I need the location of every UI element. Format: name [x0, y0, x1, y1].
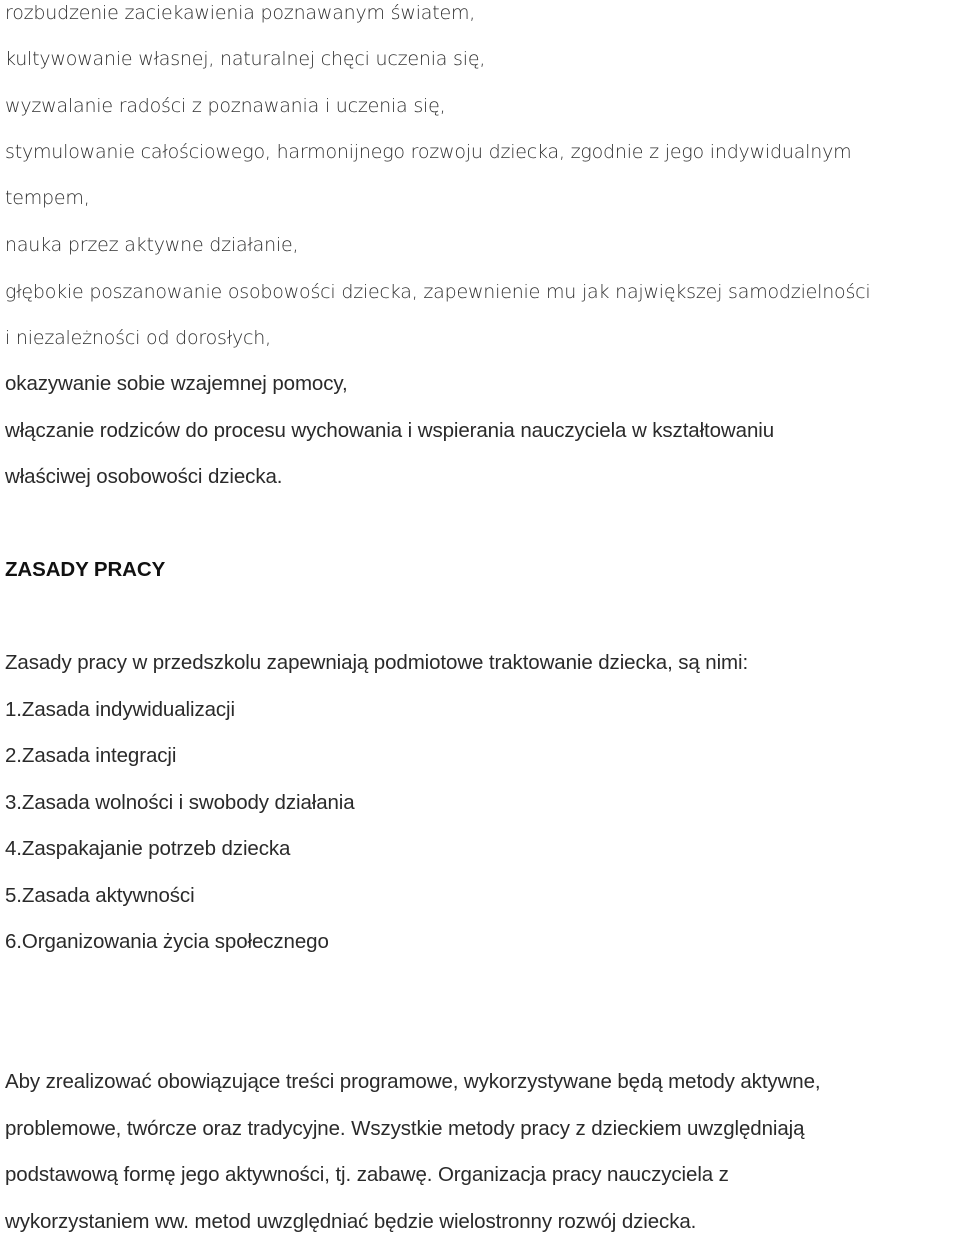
- list-item: 1.Zasada indywidualizacji: [5, 698, 235, 721]
- paragraph-line: podstawową formę jego aktywności, tj. zabawę. Organizacja pracy nauczyciela z: [5, 1163, 729, 1186]
- list-item: 6.Organizowania życia społecznego: [5, 930, 329, 953]
- intro-line: tempem,: [5, 187, 90, 209]
- intro-line: stymulowanie całościowego, harmonijnego rozwoju dziecka, zgodnie z jego indywidualnym: [5, 141, 852, 163]
- list-item: 5.Zasada aktywności: [5, 884, 195, 907]
- list-item: 3.Zasada wolności i swobody działania: [5, 791, 355, 814]
- intro-line: i niezależności od dorosłych,: [5, 327, 271, 349]
- list-item: 4.Zaspakajanie potrzeb dziecka: [5, 837, 291, 860]
- intro-line: wyzwalanie radości z poznawania i uczenia się,: [5, 95, 446, 117]
- intro-line: włączanie rodziców do procesu wychowania i wspierania nauczyciela w kształtowaniu: [5, 419, 774, 442]
- section-heading: ZASADY PRACY: [5, 558, 166, 581]
- paragraph-line: Aby zrealizować obowiązujące treści programowe, wykorzystywane będą metody aktywne,: [5, 1070, 821, 1093]
- paragraph-line: wykorzystaniem ww. metod uwzględniać będzie wielostronny rozwój dziecka.: [5, 1210, 697, 1233]
- intro-line: rozbudzenie zaciekawienia poznawanym światem,: [5, 2, 476, 24]
- intro-line: kultywowanie własnej, naturalnej chęci uczenia się,: [5, 48, 486, 70]
- paragraph-line: problemowe, twórcze oraz tradycyjne. Wszystkie metody pracy z dzieckiem uwzględniają: [5, 1117, 805, 1140]
- intro-line: głębokie poszanowanie osobowości dziecka, zapewnienie mu jak największej samodzielności: [5, 281, 871, 303]
- section-intro: Zasady pracy w przedszkolu zapewniają podmiotowe traktowanie dziecka, są nimi:: [5, 651, 749, 674]
- intro-line: nauka przez aktywne działanie,: [5, 234, 299, 256]
- intro-line: właściwej osobowości dziecka.: [5, 465, 283, 488]
- list-item: 2.Zasada integracji: [5, 744, 177, 767]
- intro-line: okazywanie sobie wzajemnej pomocy,: [5, 372, 348, 395]
